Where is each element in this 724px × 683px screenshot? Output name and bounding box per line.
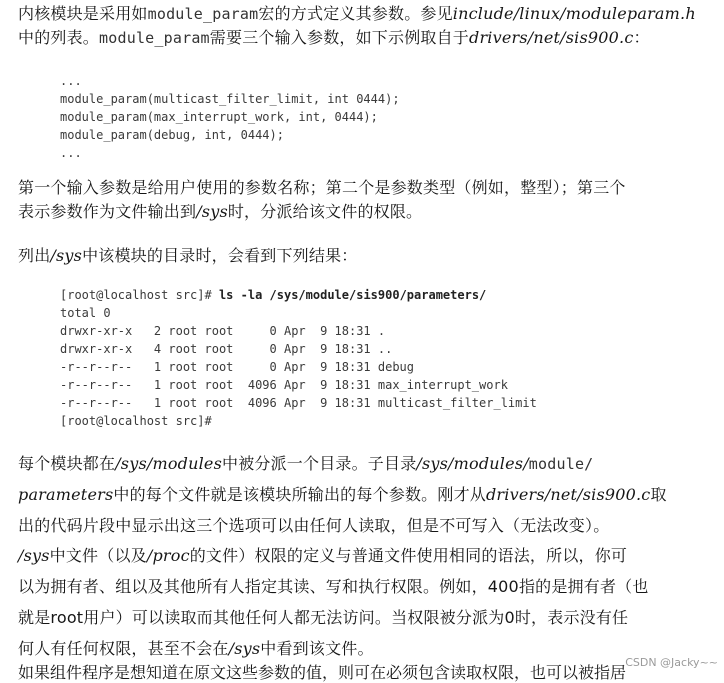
terminal-command: ls -la /sys/module/sis900/parameters/ — [218, 288, 487, 302]
watermark: CSDN @Jacky~~ — [625, 656, 718, 669]
code-line: module_param(max_interrupt_work, int, 0444); — [60, 110, 378, 124]
text: 的文件）权限的定义与普通文件使用相同的语法，所以，你可 — [189, 546, 628, 565]
paragraph-intro — [18, 2, 710, 50]
terminal-row: -r--r--r-- 1 root root 0 Apr 9 18:31 debug — [60, 360, 415, 374]
cutoff-line: 如果组件程序是想知道在原文这些参数的值，则可在必须包含读取权限，也可以被指居 — [18, 663, 627, 682]
file-path: /sys — [50, 246, 83, 265]
text: 中的每个文件就是该模块所输出的每个参数。刚才从 — [113, 485, 486, 504]
text: 列出 — [18, 246, 51, 265]
text: 中看到该文件。 — [260, 639, 374, 658]
text: 时，分派给该文件的权限。 — [227, 202, 423, 221]
text-line — [18, 479, 710, 510]
text-line: 以为拥有者、组以及其他所有人指定其读、写和执行权限。例如，400指的是拥有者（也 — [18, 577, 649, 596]
text-line — [18, 26, 710, 50]
text: 中文件（以及 — [49, 546, 147, 565]
text: 宏的方式定义其参数。参见 — [258, 4, 453, 23]
terminal-prompt: [root@localhost src]# — [60, 288, 219, 302]
code-line: ... — [60, 74, 82, 88]
terminal-row: [root@localhost src]# — [60, 414, 212, 428]
text-line — [18, 244, 710, 268]
text: 何人有任何权限，甚至不会在 — [18, 639, 229, 658]
text: 中该模块的目录时，会看到下列结果： — [82, 246, 358, 265]
code-block-module-param — [60, 72, 400, 162]
text: ： — [633, 28, 650, 47]
terminal-row: drwxr-xr-x 4 root root 0 Apr 9 18:31 .. — [60, 342, 393, 356]
terminal-row: total 0 — [60, 306, 111, 320]
text-line — [18, 200, 710, 224]
file-path: /proc — [146, 546, 190, 565]
text-line — [18, 448, 710, 479]
text: 表示参数作为文件输出到 — [18, 202, 197, 221]
text-line: 就是root用户）可以读取而其他任何人都无法访问。当权限被分派为0时，表示没有任 — [18, 608, 629, 627]
code-line: ... — [60, 146, 82, 160]
terminal-row: -r--r--r-- 1 root root 4096 Apr 9 18:31 multicast_filter_limit — [60, 396, 537, 410]
file-path: drivers/net/sis900.c — [485, 485, 651, 504]
file-path: /sys/modules — [115, 454, 222, 473]
code-term: module/ — [528, 455, 594, 473]
code-term: module_param — [147, 5, 259, 23]
text-line — [18, 2, 710, 26]
file-path: /sys — [18, 546, 50, 565]
text: 中的列表。 — [18, 28, 100, 47]
code-line: module_param(debug, int, 0444); — [60, 128, 284, 142]
file-path: /sys — [228, 639, 261, 658]
file-path: /sys/modules/ — [416, 454, 529, 473]
text-line: 第一个输入参数是给用户使用的参数名称；第二个是参数类型（例如，整型）；第三个 — [18, 178, 626, 197]
text: 中被分派一个目录。子目录 — [222, 454, 417, 473]
terminal-row: drwxr-xr-x 2 root root 0 Apr 9 18:31 . — [60, 324, 386, 338]
paragraph-permissions — [18, 540, 710, 664]
text: 取 — [650, 485, 667, 504]
paragraph-param-explanation — [18, 176, 710, 224]
text-line: 出的代码片段中显示出这三个选项可以由任何人读取，但是不可写入（无法改变）。 — [18, 516, 610, 535]
file-path: /sys — [196, 202, 228, 221]
terminal-row: -r--r--r-- 1 root root 4096 Apr 9 18:31 max_interrupt_work — [60, 378, 508, 392]
code-term: module_param — [99, 29, 210, 47]
text: 需要三个输入参数，如下示例取自于 — [209, 28, 469, 47]
paragraph-list-intro — [18, 244, 710, 268]
terminal-listing — [60, 286, 537, 430]
file-path: drivers/net/sis900.c — [469, 28, 634, 47]
text-line — [18, 540, 710, 571]
terminal-command-line — [60, 286, 537, 304]
paragraph-sys-modules — [18, 448, 710, 541]
code-line: module_param(multicast_filter_limit, int 0444); — [60, 92, 400, 106]
text: 内核模块是采用如 — [18, 4, 148, 23]
file-path: parameters — [18, 485, 114, 504]
text: 每个模块都在 — [18, 454, 116, 473]
file-path: include/linux/moduleparam.h — [452, 4, 696, 23]
